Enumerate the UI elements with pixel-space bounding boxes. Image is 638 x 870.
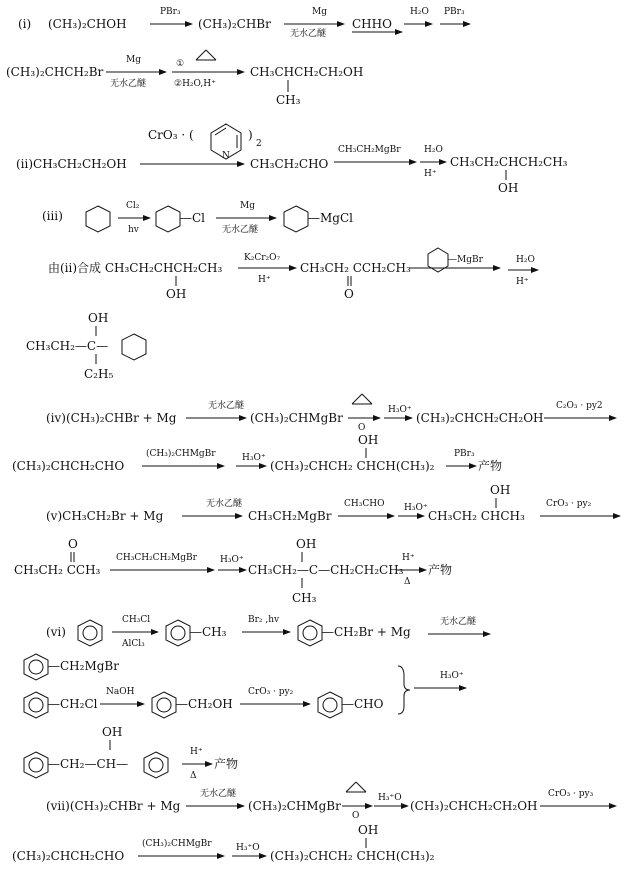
reagent-prmgbr: CH₃CH₂CH₂MgBr (116, 553, 197, 563)
cyclohexyl-mgcl: —MgCl (308, 211, 353, 225)
reagent-iprmgbr-vii: (CH₃)₂CHMgBr (142, 839, 212, 849)
benzene-icon (144, 752, 168, 778)
reagent-alcl3: AlCl₃ (122, 639, 145, 649)
product-vii: (CH₃)₂CHCH₂ CHCH(CH₃)₂ (270, 849, 435, 863)
cyclohexane-icon (284, 206, 308, 232)
reagent-br2-hv: Br₂ ,hv (248, 615, 280, 625)
reagent-hv: hv (128, 225, 139, 235)
product-iv-final: 产物 (478, 459, 503, 473)
ketone-o: O (344, 287, 354, 301)
product-vi-final: 产物 (214, 757, 239, 771)
benzene-icon (78, 620, 102, 646)
epoxide-icon (346, 782, 366, 792)
cyclohexane-icon (122, 334, 146, 360)
isopropanol: (CH₃)₂CHOH (48, 17, 127, 31)
product-iii-ethyl: C₂H₅ (84, 367, 114, 381)
reagent-sub: 2 (256, 139, 262, 149)
reagent-pbr3: PBr₃ (160, 7, 181, 17)
reagent-cro3-vii: CrO₃ · py₃ (548, 789, 594, 799)
product-v-oh: OH (490, 483, 511, 497)
benzene-icon (166, 620, 190, 646)
isobutyl-bromide: (CH₃)₂CHCH₂Br (6, 65, 104, 79)
pentan-3-one: CH₃CH₂ CCH₂CH₃ (300, 261, 411, 275)
benzene-icon (298, 620, 322, 646)
reagent-mg: Mg (312, 7, 327, 17)
benzene-icon (24, 692, 48, 718)
reaction-ii-label: (ⅱ)CH₃CH₂CH₂OH (16, 157, 127, 171)
reagent-h3o-vii-2: H₃⁺O (236, 843, 260, 853)
product-iv-oh: OH (358, 433, 379, 447)
reagent-h2o: H₂O (410, 7, 429, 17)
product-ii: CH₃CH₂CHCH₂CH₃ (450, 155, 568, 169)
reagent-mg-iii: Mg (240, 201, 255, 211)
product-i: CH₃CHCH₂CH₂OH (250, 65, 364, 79)
reagent-cl2: Cl₂ (126, 201, 140, 211)
butanone: CH₃CH₂ CCH₃ (14, 563, 101, 577)
reagent-h-iii-2: H⁺ (516, 277, 529, 287)
pyridine-n: N (222, 151, 230, 161)
reagent-iprmgbr-iv: (CH₃)₂CHMgBr (146, 449, 216, 459)
product-v: CH₃CH₂—C—CH₂CH₂CH₃ (248, 563, 404, 577)
product-i-branch: CH₃ (276, 93, 301, 107)
benzyl-alcohol: —CH₂OH (176, 697, 233, 711)
reagent-delta-vi: Δ (190, 771, 197, 781)
reagent-ether-2: 无水乙醚 (110, 79, 147, 89)
reagent-ether-iii: 无水乙醚 (222, 225, 259, 235)
reagent-cro3-vi: CrO₃ · py₂ (248, 687, 294, 697)
product-vi-oh: OH (102, 725, 123, 739)
reaction-v-label: (ⅴ)CH₃CH₂Br + Mg (46, 509, 164, 523)
epoxide-o-vii: O (352, 811, 360, 821)
reagent-etmgbr: CH₃CH₂MgBr (338, 145, 401, 155)
isovaleraldehyde: (CH₃)₂CHCH₂CHO (12, 459, 125, 473)
reagent-acetaldehyde: CH₃CHO (344, 499, 385, 509)
benzene-icon (24, 654, 48, 680)
reaction-vi-label: (ⅵ) (46, 625, 66, 639)
benzene-icon (24, 752, 48, 778)
product-v-methyl: CH₃ (292, 591, 317, 605)
reagent-h3o-vii: H₃⁺O (378, 793, 402, 803)
product-iv: (CH₃)₂CHCH₂ CHCH(CH₃)₂ (270, 459, 435, 473)
reagent-ether: 无水乙醚 (290, 29, 327, 39)
reagent-pbr3-b: PBr₃ (444, 7, 465, 17)
reagent-close: ) (248, 128, 253, 142)
reagent-h2o-ii: H₂O (424, 145, 443, 155)
reagent-h2o-iii: H₂O (516, 255, 535, 265)
isovaleraldehyde-vii: (CH₃)₂CHCH₂CHO (12, 849, 125, 863)
reaction-vii-label: (ⅶ)(CH₃)₂CHBr + Mg (46, 799, 181, 813)
reaction-i-label: (ⅰ) (18, 17, 32, 31)
isopropyl-mgbr: (CH₃)₂CHMgBr (250, 411, 343, 425)
isopropyl-bromide: (CH₃)₂CHBr (198, 17, 271, 31)
reagent-chho: CHHO (352, 17, 392, 31)
epoxide-icon (352, 394, 372, 404)
benzaldehyde: —CHO (342, 697, 384, 711)
isopropyl-mgbr-vii: (CH₃)₂CHMgBr (248, 799, 341, 813)
reagent-ether-iv: 无水乙醚 (208, 401, 245, 411)
isopentyl-alcohol: (CH₃)₂CHCH₂CH₂OH (416, 411, 544, 425)
reaction-iii-label: (ⅲ) (42, 209, 63, 223)
reagent-h3o-iv: H₃O⁺ (388, 405, 412, 415)
product-vi: —CH₂—CH— (48, 757, 129, 771)
step-1: ① (176, 59, 185, 69)
reaction-iv-label: (ⅳ)(CH₃)₂CHBr + Mg (46, 411, 177, 425)
step-2: ②H₂O,H⁺ (174, 79, 216, 89)
reagent-naoh: NaOH (106, 687, 135, 697)
benzyl-chloride: —CH₂Cl (48, 697, 98, 711)
start-iii-oh: OH (166, 287, 187, 301)
reagent-ether-v: 无水乙醚 (206, 499, 243, 509)
product-iii-oh: OH (88, 311, 109, 325)
ethyl-mgbr: CH₃CH₂MgBr (248, 509, 332, 523)
reagent-h-v: H⁺ (402, 553, 415, 563)
reagent-h3o-v-2: H₃O⁺ (220, 555, 244, 565)
reagent-ether-vii: 无水乙醚 (200, 789, 237, 799)
reagent-h3o-v: H₃O⁺ (404, 503, 428, 513)
product-iii: CH₃CH₂—C— (26, 339, 109, 353)
product-vii-oh: OH (358, 823, 379, 837)
isopentyl-alcohol-vii: (CH₃)₂CHCH₂CH₂OH (410, 799, 538, 813)
reagent-mgbr-iii: —MgBr (448, 255, 483, 265)
epoxide-icon (196, 50, 216, 60)
combine-brace (398, 666, 410, 714)
benzene-icon (318, 692, 342, 718)
synthesis-from-ii: 由(ⅱ)合成 CH₃CH₂CHCH₂CH₃ (48, 261, 223, 275)
propanal: CH₃CH₂CHO (250, 157, 329, 171)
reagent-delta-v: Δ (404, 577, 411, 587)
product-ii-oh: OH (498, 181, 519, 195)
butan-2-ol: CH₃CH₂ CHCH₃ (428, 509, 525, 523)
reagent-h-vi: H⁺ (190, 747, 203, 757)
reagent-cro3: CrO₃ · ( (148, 128, 194, 142)
cyclohexane-icon (86, 206, 110, 232)
cyclohexane-icon (156, 206, 180, 232)
reagent-h3o-iv-2: H₃O⁺ (242, 453, 266, 463)
chlorocyclohexane: —Cl (180, 211, 206, 225)
product-v-final: 产物 (428, 563, 453, 577)
toluene: —CH₃ (190, 625, 227, 639)
reagent-mg-2: Mg (126, 55, 141, 65)
benzyl-bromide: —CH₂Br + Mg (322, 625, 411, 639)
reagent-ch3cl: CH₃Cl (122, 615, 151, 625)
benzene-icon (152, 692, 176, 718)
reagent-k2cr2o7: K₂Cr₂O₇ (244, 253, 281, 263)
product-v-oh-2: OH (296, 537, 317, 551)
reagent-h-ii: H⁺ (424, 169, 437, 179)
ketone-v-o: O (68, 537, 78, 551)
reagent-h-iii: H⁺ (258, 275, 271, 285)
reagent-pbr3-iv: PBr₃ (454, 449, 475, 459)
benzyl-mgbr: —CH₂MgBr (48, 659, 119, 673)
reagent-ether-vi: 无水乙醚 (440, 617, 477, 627)
reagent-cro3-v: CrO₃ · py₂ (546, 499, 592, 509)
reagent-cro3-iv: C₂O₃ · py2 (556, 401, 603, 411)
epoxide-o: O (358, 423, 366, 433)
reagent-h3o-vi: H₃O⁺ (440, 671, 464, 681)
